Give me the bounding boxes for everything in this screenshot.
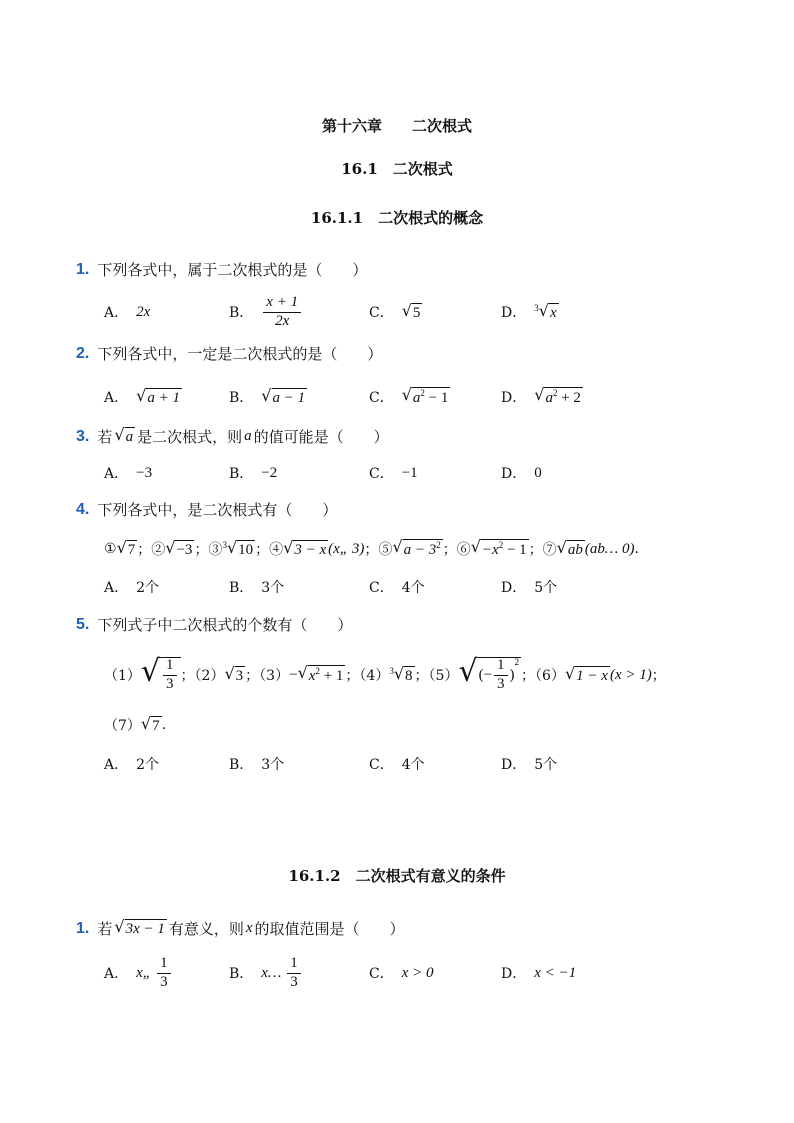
question-3 — [76, 426, 389, 447]
option-value: 2个 — [136, 757, 160, 773]
subsection-title-concept: 16.1.1 二次根式的概念 — [310, 209, 484, 227]
variable: x — [245, 920, 253, 936]
radicand-tail: + 2 — [557, 390, 581, 407]
paren-open: (− — [478, 667, 493, 684]
option-label: B． — [229, 466, 254, 482]
end-mark: . — [634, 541, 639, 557]
condition: (ab… 0) — [584, 540, 635, 557]
radical — [392, 539, 442, 559]
option-label: C． — [369, 390, 394, 406]
radical — [140, 654, 181, 693]
option-b[interactable] — [229, 382, 307, 412]
option-label: D． — [501, 305, 527, 321]
radical-sign-icon: √ — [401, 300, 412, 320]
option-label: B． — [229, 757, 254, 773]
radicand: −3 — [176, 541, 193, 558]
radical — [261, 385, 307, 407]
radical-sign-icon: √ — [470, 537, 481, 557]
question-1 — [76, 259, 367, 280]
option-b[interactable] — [229, 749, 284, 779]
option-value: −2 — [261, 464, 278, 481]
option-b[interactable] — [229, 293, 303, 329]
option-d[interactable] — [501, 749, 557, 779]
subsection-title-conditions: 16.1.2 二次根式有意义的条件 — [288, 867, 506, 885]
radicand — [412, 387, 450, 407]
item-marker: ；④ — [255, 542, 284, 558]
option-a[interactable] — [104, 572, 159, 602]
question-text-pre: 若 — [97, 920, 113, 938]
question-4 — [76, 499, 337, 520]
option-b[interactable] — [229, 953, 303, 993]
radicand-base: x — [308, 668, 316, 685]
radical-sign-icon: √ — [136, 385, 147, 405]
option-label: D． — [501, 757, 527, 773]
condition: (x > 1) — [609, 666, 652, 683]
denominator: 3 — [497, 676, 505, 692]
option-value: −1 — [401, 464, 418, 481]
option-value: x < −1 — [534, 964, 577, 981]
option-value: 3个 — [261, 580, 285, 596]
option-d[interactable] — [501, 572, 557, 602]
option-c[interactable] — [369, 749, 425, 779]
question-5 — [76, 614, 352, 635]
radical-sign-icon: √ — [261, 385, 272, 405]
option-value: 3个 — [261, 757, 285, 773]
relation: x… — [261, 964, 282, 981]
item-marker: ；⑤ — [364, 542, 393, 558]
option-c[interactable] — [369, 458, 418, 488]
radical-sign-icon: √ — [538, 300, 549, 320]
option-a[interactable] — [104, 953, 173, 993]
radical-sign-icon: √ — [458, 654, 478, 690]
radical — [458, 654, 521, 693]
radicand — [160, 657, 181, 693]
numerator: 1 — [494, 658, 508, 676]
radicand: 8 — [405, 667, 413, 684]
option-label: B． — [229, 580, 254, 596]
numerator: 1 — [157, 956, 171, 974]
radicand: 3 − x — [294, 541, 327, 558]
option-label: C． — [369, 757, 394, 773]
item-marker: （7） — [104, 718, 141, 734]
option-a[interactable] — [104, 382, 182, 412]
exponent: 2 — [498, 540, 504, 551]
question-number: 5. — [76, 615, 90, 633]
radical-sign-icon: √ — [297, 663, 308, 683]
radicand — [403, 539, 443, 559]
radicand: 7 — [152, 717, 160, 734]
radical — [136, 385, 182, 407]
radical-sign-icon: √ — [224, 663, 235, 683]
radicand: a − 1 — [272, 389, 306, 406]
radical — [224, 663, 245, 685]
radicand-base: a — [412, 390, 421, 407]
denominator: 3 — [166, 676, 174, 692]
root-index: 3 — [389, 665, 394, 676]
radicand: 7 — [127, 541, 136, 558]
option-value: x > 0 — [401, 964, 434, 981]
question-number: 4. — [76, 500, 90, 518]
radical-sign-icon: √ — [114, 425, 125, 445]
option-label: A． — [104, 390, 129, 406]
radical — [116, 537, 138, 559]
radicand-tail: − 1 — [503, 542, 527, 559]
exponent: 2 — [552, 388, 558, 399]
radical-sign-icon: √ — [393, 663, 405, 683]
question-text-mid: 有意义，则 — [168, 920, 244, 938]
option-c[interactable] — [369, 297, 422, 327]
chapter-title: 第十六章 二次根式 — [321, 117, 472, 135]
option-value: 5个 — [534, 757, 558, 773]
question-number: 3. — [76, 427, 90, 445]
item-marker: ；② — [137, 542, 166, 558]
item-marker: ；（5） — [414, 668, 459, 684]
item-marker: ；③ — [194, 542, 223, 558]
fraction — [287, 956, 301, 991]
end-mark: . — [161, 717, 167, 733]
item-marker: ；（6） — [521, 668, 565, 684]
exponent: 2 — [436, 540, 441, 551]
radical — [564, 663, 610, 685]
radicand-tail: + 1 — [319, 668, 344, 685]
root-index: 3 — [222, 539, 227, 550]
radicand: 5 — [412, 304, 421, 321]
radicand: a — [125, 429, 134, 446]
option-label: A． — [104, 757, 129, 773]
option-label: B． — [229, 966, 254, 982]
radical — [114, 427, 135, 446]
item-marker: （1） — [104, 668, 141, 684]
root-index: 3 — [534, 302, 539, 313]
option-value: 4个 — [401, 580, 425, 596]
radical-sign-icon: √ — [556, 537, 567, 557]
radicand: 3x − 1 — [125, 921, 165, 938]
question-2-1 — [76, 918, 405, 939]
radical — [165, 537, 194, 559]
item-marker: ；（3） — [245, 668, 290, 684]
condition: (x„ 3) — [328, 540, 365, 557]
radicand-base: −x — [481, 542, 499, 559]
option-c[interactable] — [369, 958, 434, 988]
radical-sign-icon: √ — [534, 385, 545, 405]
radicand: a + 1 — [147, 389, 180, 406]
option-a[interactable] — [104, 749, 159, 779]
expression-list — [104, 652, 666, 698]
option-label: A． — [104, 305, 129, 321]
option-b[interactable] — [229, 572, 284, 602]
option-label: D． — [501, 966, 527, 982]
denominator: 2x — [275, 312, 290, 329]
radical-sign-icon: √ — [140, 654, 161, 690]
option-value: 2个 — [136, 580, 160, 596]
numerator: x + 1 — [263, 295, 301, 313]
radicand — [544, 387, 582, 407]
radical-sign-icon: √ — [165, 537, 176, 557]
radical — [140, 713, 162, 735]
exponent: 2 — [420, 388, 425, 399]
radicand — [308, 665, 346, 685]
fraction — [157, 956, 171, 991]
radicand-base: a — [545, 390, 553, 407]
question-2 — [76, 343, 382, 364]
radicand — [478, 657, 521, 693]
section-title: 16.1 二次根式 — [341, 160, 453, 178]
radical-sign-icon: √ — [283, 537, 294, 557]
option-label: A． — [104, 966, 129, 982]
question-text-mid: 是二次根式，则 — [137, 428, 243, 446]
radicand-tail: − 1 — [424, 390, 449, 407]
radical-sign-icon: √ — [392, 537, 403, 557]
option-label: D． — [501, 466, 527, 482]
item-marker: ；⑦ — [528, 542, 557, 558]
radicand: 1 − x — [576, 667, 608, 684]
question-number: 1. — [76, 260, 90, 278]
option-label: C． — [369, 305, 394, 321]
option-b[interactable] — [229, 458, 277, 488]
option-label: C． — [369, 966, 394, 982]
option-label: D． — [501, 390, 527, 406]
question-text-post: 的取值范围是（ ） — [254, 920, 405, 938]
numerator: 1 — [287, 956, 301, 974]
relation: x„ — [136, 964, 152, 981]
option-value: 5个 — [534, 580, 558, 596]
radical — [298, 665, 346, 685]
option-d[interactable] — [501, 382, 583, 412]
numerator: 1 — [163, 658, 177, 676]
option-label: C． — [369, 466, 394, 482]
radical-sign-icon: √ — [116, 537, 127, 557]
radical-sign-icon: √ — [564, 663, 576, 683]
expression-list-cont — [104, 715, 166, 735]
radicand — [481, 539, 529, 559]
option-a[interactable] — [104, 458, 152, 488]
exponent: 2 — [514, 657, 520, 668]
option-label: C． — [369, 580, 394, 596]
item-marker: ；（4） — [345, 668, 390, 684]
question-text-post: 的值可能是（ ） — [253, 428, 389, 446]
cube-root — [222, 537, 255, 559]
item-marker: ；⑥ — [442, 542, 471, 558]
denominator: 3 — [290, 973, 298, 990]
question-number: 1. — [76, 919, 90, 937]
radical-sign-icon: √ — [226, 537, 238, 557]
item-marker: ① — [104, 541, 117, 557]
radicand-base: a − 3 — [403, 542, 437, 559]
option-d[interactable] — [501, 297, 559, 327]
option-label: A． — [104, 466, 129, 482]
paren-close: ) — [509, 667, 515, 684]
radical — [401, 300, 423, 322]
radical — [283, 537, 328, 559]
question-number: 2. — [76, 344, 90, 362]
option-c[interactable] — [369, 572, 425, 602]
option-c[interactable] — [369, 382, 450, 412]
question-text: 下列式子中二次根式的个数有（ ） — [97, 616, 353, 634]
question-text: 下列各式中，是二次根式有（ ） — [97, 501, 338, 519]
radicand: ab — [567, 541, 583, 558]
question-text: 下列各式中，属于二次根式的是（ ） — [97, 261, 368, 279]
cube-root — [389, 663, 414, 685]
radicand: 10 — [238, 541, 254, 558]
option-label: B． — [229, 390, 254, 406]
item-marker: ；（2） — [180, 668, 225, 684]
option-label: A． — [104, 580, 129, 596]
question-text: 下列各式中，一定是二次根式的是（ ） — [97, 345, 383, 363]
radical — [114, 919, 166, 938]
question-text-pre: 若 — [97, 428, 113, 446]
cube-root — [534, 300, 558, 322]
radical — [556, 537, 585, 559]
exponent: 2 — [315, 666, 320, 677]
option-value: −3 — [136, 464, 153, 481]
option-label: B． — [229, 305, 254, 321]
option-d[interactable] — [501, 458, 542, 488]
option-a[interactable] — [104, 297, 150, 327]
option-d[interactable] — [501, 958, 576, 988]
radical-sign-icon: √ — [140, 713, 152, 733]
radical — [534, 387, 583, 407]
radical — [402, 387, 451, 407]
radical-sign-icon: √ — [401, 385, 412, 405]
radicand: 3 — [235, 667, 244, 684]
minus-sign: − — [289, 666, 298, 683]
option-label: D． — [501, 580, 527, 596]
option-value: 0 — [534, 464, 542, 481]
option-math: 2x — [136, 303, 151, 320]
fraction — [263, 295, 301, 330]
fraction — [494, 658, 508, 693]
radical-sign-icon: √ — [114, 917, 125, 937]
denominator: 3 — [160, 973, 168, 990]
radicand: x — [549, 304, 557, 321]
radical — [471, 539, 529, 559]
option-value: 4个 — [401, 757, 425, 773]
end-mark: ； — [651, 668, 666, 684]
fraction — [163, 658, 177, 693]
variable: a — [244, 428, 252, 444]
expression-list — [104, 539, 639, 559]
